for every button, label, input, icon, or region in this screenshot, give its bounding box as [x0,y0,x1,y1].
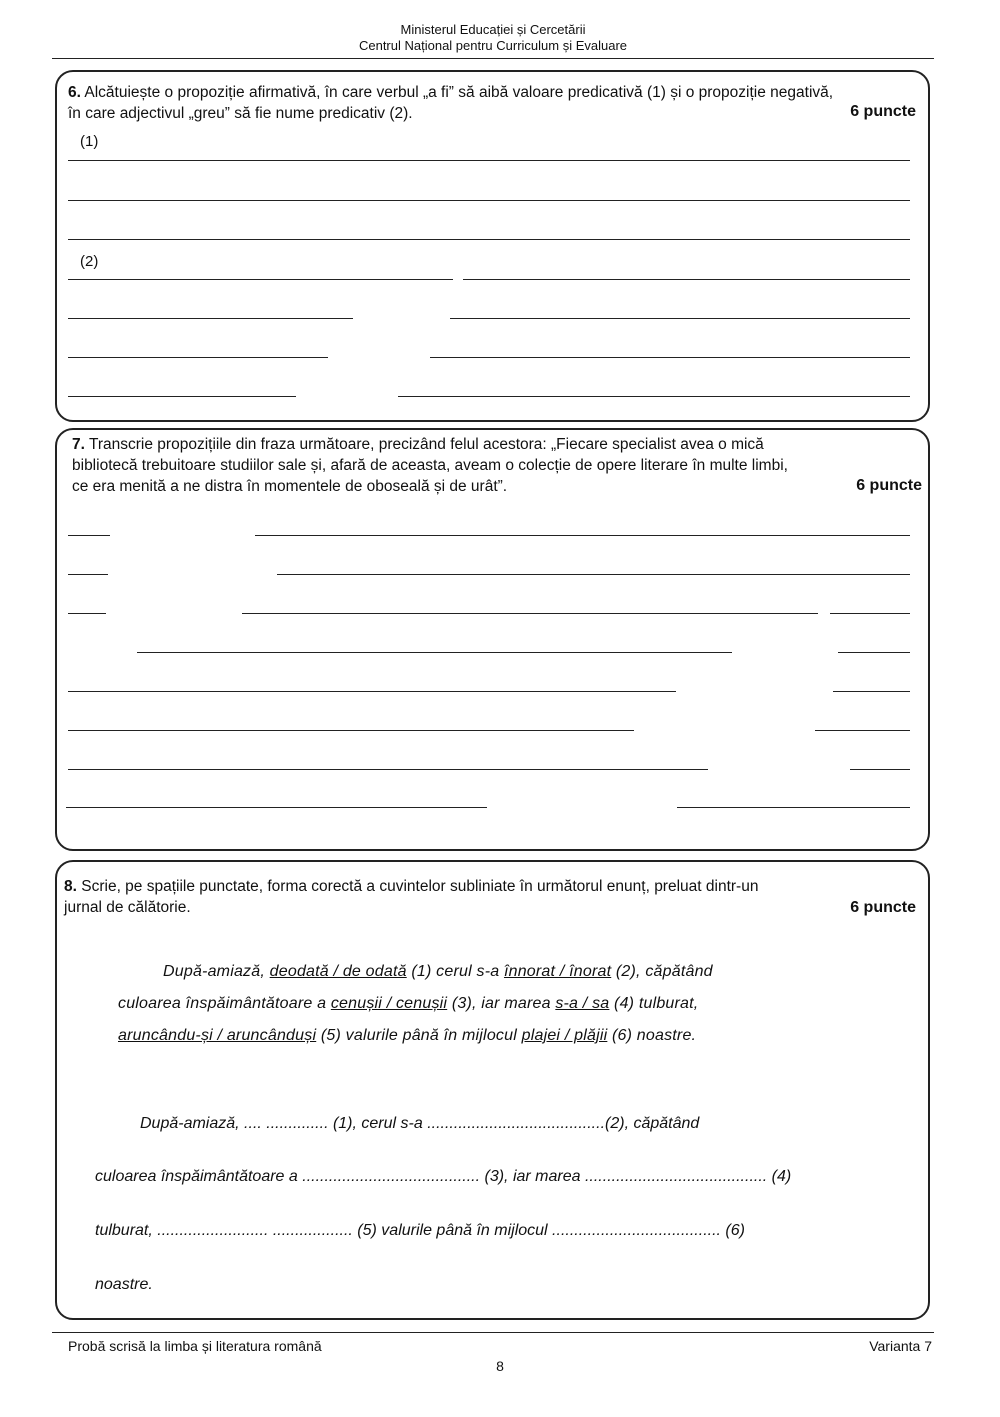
answer-line[interactable] [68,318,353,319]
page-header [52,22,934,54]
question-8-text: 8. Scrie, pe spațiile punctate, forma corectă a cuvintelor subliniate în următorul enunț, preluat dintr-un jurnal de călătorie. [64,878,759,916]
underlined-word-5: aruncându-și / aruncânduși [118,1027,317,1044]
answer-line[interactable] [68,239,910,240]
answer-line[interactable] [66,807,487,808]
answer-line[interactable] [68,574,108,575]
exam-title: Probă scrisă la limba și literatura română [68,1338,322,1354]
answer-line[interactable] [815,730,910,731]
question-8-points: 6 puncte [850,899,916,916]
answer-label-2: (2) [80,253,99,270]
answer-line[interactable] [838,652,910,653]
answer-line[interactable] [398,396,910,397]
answer-label-1: (1) [80,133,99,150]
answer-line[interactable] [68,200,910,201]
answer-line[interactable] [68,396,296,397]
answer-line[interactable] [430,357,910,358]
ministry-name: Ministerul Educației și Cercetării [400,22,586,37]
question-6-points: 6 puncte [850,103,916,120]
underlined-word-3: cenușii / cenușii [330,995,448,1012]
underlined-word-6: plajei / plăjii [521,1027,608,1044]
answer-line[interactable] [463,279,910,280]
question-6-text: 6. Alcătuiește o propoziție afirmativă, în care verbul „a fi” să aibă valoare predicativă (1) și o propoziție negativă, în care adjectivul „greu” să fie nume predicativ (2). [68,84,834,122]
question-8-box [55,860,930,1320]
underlined-word-4: s-a / sa [555,995,610,1012]
answer-line[interactable] [242,613,818,614]
center-name: Centrul Național pentru Curriculum și Evaluare [358,38,628,53]
answer-line[interactable] [68,730,634,731]
answer-line[interactable] [137,652,732,653]
question-8-number: 8. [64,878,77,895]
underlined-word-1: deodată / de odată [269,963,407,980]
answer-line[interactable] [277,574,910,575]
answer-line[interactable] [255,535,910,536]
example-sentence: După-amiază, deodată / de odată (1) cerul s-a înnorat / înorat (2), căpătând culoarea înspăimântătoare a cenușii / cenușii (3), iar marea s-a / sa (4) tulburat, aruncându-și / aruncânduși (5) valurile până în mijlocul plajei / plăjii (6) noastre. [118,963,713,1044]
variant-label: Varianta 7 [869,1338,932,1354]
answer-line[interactable] [850,769,910,770]
underlined-word-2: înnorat / înorat [503,963,612,980]
answer-line[interactable] [68,769,708,770]
fill-in-line-3[interactable]: tulburat, ......................... .................. (5) valurile până în mijlocul ...................................... (6) [95,1222,745,1239]
answer-line[interactable] [68,357,328,358]
answer-line[interactable] [68,691,676,692]
page-number: 8 [496,1358,504,1374]
question-7-text: 7. Transcrie propozițiile din fraza următoare, precizând felul acestora: „Fiecare specialist avea o mică bibliotecă trebuitoare studiilor sale și, afară de aceasta, aveam o colecție de opere literare în multe limbi, ce era menită a ne distra în momentele de oboseală și de urât”. [72,436,788,495]
answer-line[interactable] [68,535,110,536]
answer-line[interactable] [830,613,910,614]
answer-line[interactable] [450,318,910,319]
fill-in-line-4: noastre. [95,1276,153,1293]
fill-in-line-1[interactable]: După-amiază, .... .............. (1), cerul s-a ........................................(2), căpătând [140,1115,700,1132]
answer-line[interactable] [677,807,910,808]
footer-divider [52,1332,934,1333]
answer-line[interactable] [68,613,106,614]
fill-in-line-2[interactable]: culoarea înspăimântătoare a ........................................ (3), iar marea ......................................... (4) [95,1168,792,1185]
question-7-points: 6 puncte [856,477,922,494]
answer-line[interactable] [833,691,910,692]
answer-line[interactable] [68,160,910,161]
question-6-number: 6. [68,84,81,101]
answer-line[interactable] [68,279,453,280]
question-7-number: 7. [72,436,85,453]
header-divider [52,58,934,59]
